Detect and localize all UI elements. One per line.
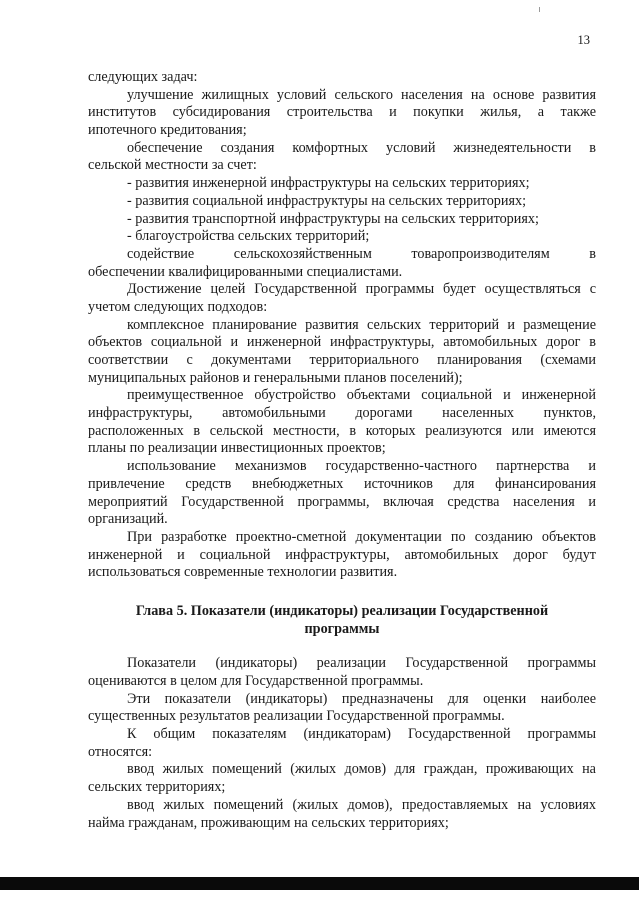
body-line: Достижение целей Государственной программы будет осуществляться с [127,281,596,298]
chapter-line: оцениваются в целом для Государственной программы. [88,673,424,689]
body-line: учетом следующих подходов: [88,298,268,315]
body-line: При разработке проектно-сметной документации по созданию объектов [127,528,596,545]
body-line: преимущественное обустройство объектами социальной и инженерной [127,387,596,404]
page-number: 13 [577,33,590,47]
body-line: организаций. [88,511,168,528]
chapter-line: найма гражданам, проживающим на сельских территориях; [88,814,449,831]
chapter-line: относятся: [88,743,153,760]
body-line: обеспечение создания комфортных условий жизнедеятельности в [127,139,596,156]
body-line: привлечение средств внебюджетных источников для финансирования [88,475,596,492]
body-line: муниципальных районов и генеральными планов поселений); [88,369,463,386]
body-line: комплексное планирование развития сельских территорий и размещение [127,316,596,333]
body-line: использоваться современные технологии развития. [88,564,398,581]
body-line: институтов субсидирования строительства и покупки жилья, а также [88,104,596,121]
list-item: - развития инженерной инфраструктуры на сельских территориях; [127,175,530,192]
chapter-line: сельских территориях; [88,779,226,796]
body-line: ипотечного кредитования; [88,122,247,139]
body-line: содействие сельскохозяйственным товаропроизводителям в [127,245,596,262]
list-item: - развития транспортной инфраструктуры на сельских территориях; [127,210,539,227]
body-line: инженерной и социальной инфраструктуры, автомобильных дорог будут [88,546,596,563]
chapter-line: Эти показатели (индикаторы) предназначены для оценки наиболее [127,690,596,707]
body-line: инфраструктуры, автомобильными дорогами населенных пунктов, [88,405,596,422]
body-line: объектов социальной и инженерной инфраструктуры, автомобильных дорог в [88,334,596,351]
chapter-line: К общим показателям (индикаторам) Государственной программы [127,726,596,743]
body-line: использование механизмов государственно-частного партнерства и [127,458,596,475]
scan-speck [539,7,540,12]
body-line: мероприятий Государственной программы, включая средства населения и [88,493,596,510]
chapter-line: ввод жилых помещений (жилых домов) для граждан, проживающих на [127,761,596,778]
scan-bottom-border [0,877,639,890]
document-body [88,69,596,832]
chapter-title-continued: программы [304,620,380,637]
body-line: следующих задач: [88,69,198,85]
body-line: соответствии с документами территориального планирования (схемами [88,352,596,368]
list-item: - благоустройства сельских территорий; [127,228,370,245]
body-line: улучшение жилищных условий сельского населения на основе развития [127,86,596,103]
list-item: - развития социальной инфраструктуры на сельских территориях; [127,192,527,209]
chapter-line: Показатели (индикаторы) реализации Государственной программы [127,655,596,672]
chapter-line: существенных результатов реализации Государственной программы. [88,708,505,725]
spacer [88,582,596,603]
chapter-title: Глава 5. Показатели (индикаторы) реализации Государственной [135,602,549,619]
body-line: планы по реализации инвестиционных проектов; [88,440,386,457]
body-line: расположенных в сельской местности, в которых реализуются или имеются [88,422,596,439]
spacer [88,638,596,655]
body-line: обеспечении квалифицированными специалистами. [88,263,403,280]
chapter-line: ввод жилых помещений (жилых домов), предоставляемых на условиях [127,796,596,813]
body-line: сельской местности за счет: [88,157,257,174]
